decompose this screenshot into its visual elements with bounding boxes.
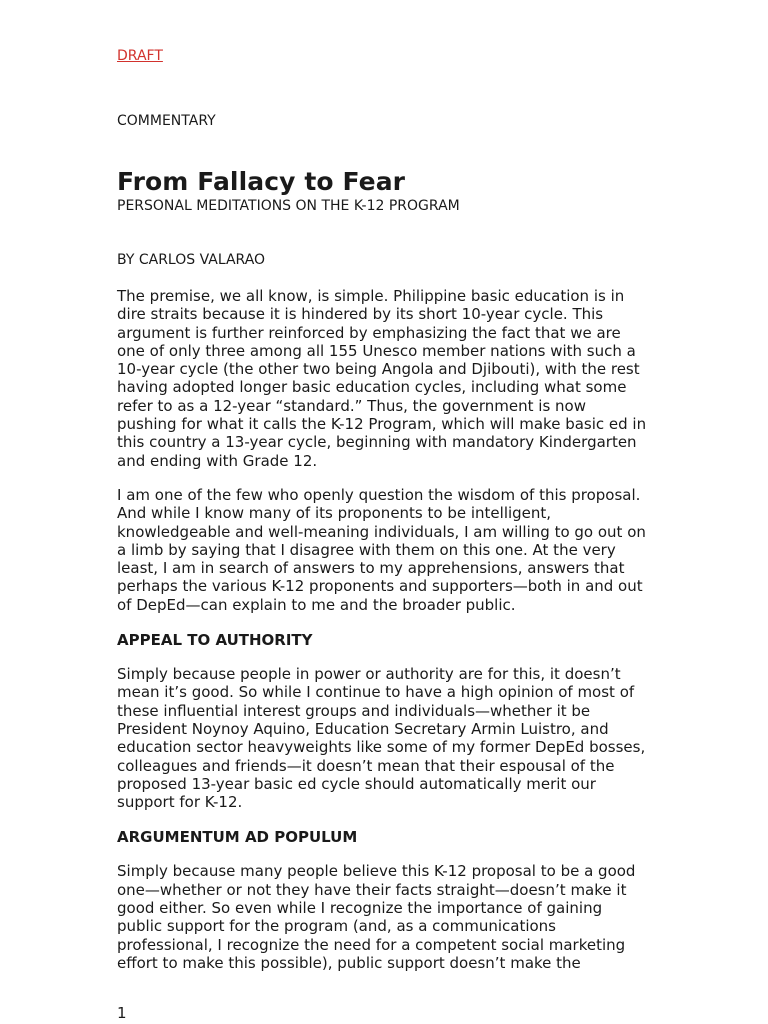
section-paragraph: Simply because many people believe this K-12 proposal to be a good one—whether or not they have their facts straight—doesn’t make it good either. So even while I recognize the importance of gaining public support for the program (and, as a communications professional, I recognize the need for a competent social marketing effort to make this possible), public support doesn’t make the — [117, 862, 636, 972]
section-heading: APPEAL TO AUTHORITY — [117, 631, 313, 650]
draft-label[interactable]: DRAFT — [117, 48, 163, 64]
article-subtitle: PERSONAL MEDITATIONS ON THE K-12 PROGRAM — [117, 198, 460, 214]
page-number: 1 — [117, 1004, 127, 1022]
section-label: COMMENTARY — [117, 113, 216, 129]
section-heading: ARGUMENTUM AD POPULUM — [117, 828, 358, 847]
document-content — [117, 45, 647, 972]
article-byline: BY CARLOS VALARAO — [117, 252, 266, 268]
body-paragraph: The premise, we all know, is simple. Philippine basic education is in dire straits because it is hindered by its short 10-year cycle. This argument is further reinforced by emphasizing the fact that we are one of only three among all 155 Unesco member nations with such a 10-year cycle (the other two being Angola and Djibouti), with the rest having adopted longer basic education cycles, including what some refer to as a 12-year “standard.” Thus, the government is now pushing for what it calls the K-12 Program, which will make basic ed in this country a 13-year cycle, beginning with mandatory Kindergarten and ending with Grade 12. — [117, 287, 647, 470]
section-paragraph: Simply because people in power or authority are for this, it doesn’t mean it’s good. So while I continue to have a high opinion of most of these influential interest groups and individuals—whether it be President Noynoy Aquino, Education Secretary Armin Luistro, and education sector heavyweights like some of my former DepEd bosses, colleagues and friends—it doesn’t mean that their espousal of the proposed 13-year basic ed cycle should automatically merit our support for K-12. — [117, 665, 646, 812]
article-title: From Fallacy to Fear — [117, 167, 406, 196]
body-paragraph: I am one of the few who openly question the wisdom of this proposal. And while I know many of its proponents to be intelligent, knowledgeable and well-meaning individuals, I am willing to go out on a limb by saying that I disagree with them on this one. At the very least, I am in search of answers to my apprehensions, answers that perhaps the various K-12 proponents and supporters—both in and out of DepEd—can explain to me and the broader public. — [117, 485, 646, 614]
